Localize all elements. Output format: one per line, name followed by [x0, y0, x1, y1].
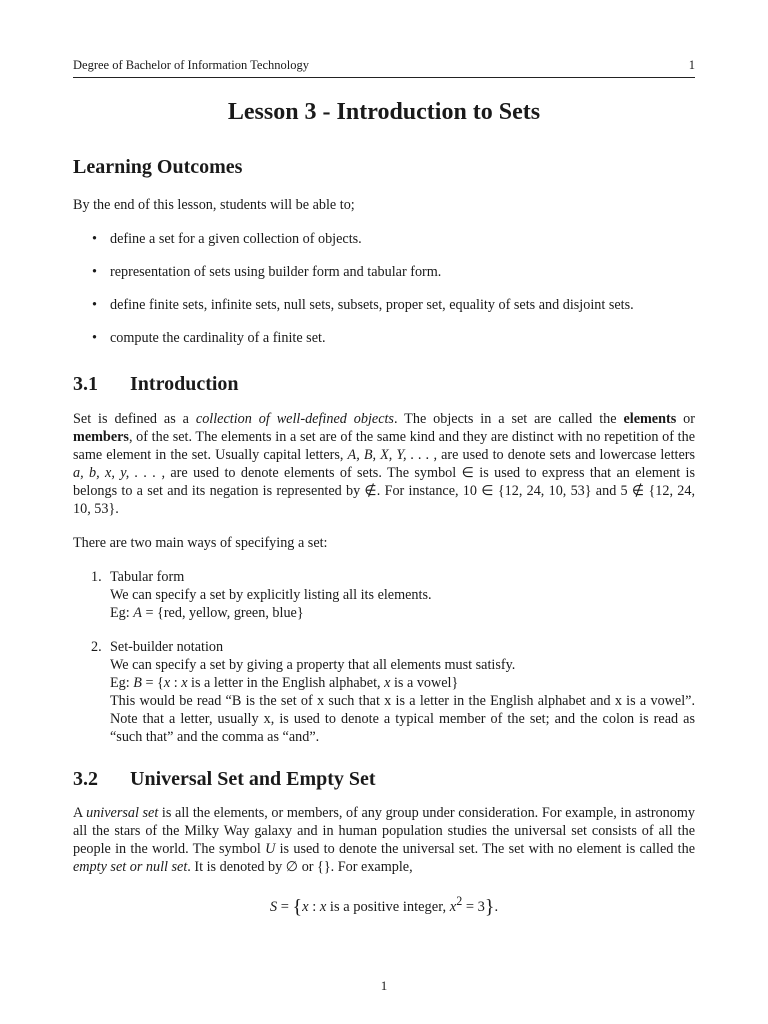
section-heading-universal-set: [73, 764, 695, 794]
text-run: .: [494, 898, 499, 915]
bullet-icon: •: [92, 330, 97, 346]
text-run: is a letter in the English alphabet,: [187, 675, 385, 691]
list-item-text: define finite sets, infinite sets, null sets, subsets, proper set, equality of sets and disjoint sets.: [110, 297, 634, 313]
math-variable: x: [181, 675, 188, 691]
list-item: [73, 568, 695, 622]
way-title: Tabular form: [110, 569, 185, 585]
bullet-icon: •: [92, 264, 97, 280]
math-variables: A, B, X, Y, . . . ,: [347, 447, 438, 463]
list-item: [73, 263, 695, 281]
section-title: Introduction: [130, 373, 239, 395]
text-run: are used to denote elements of sets. The symbol ∈ is used to express that an element is belongs to a set and its negation is represented by ∉. For instance, 10 ∈ {12, 24, 10, 53} and 5 ∉ {12, 24, 10, 53}.: [73, 465, 696, 517]
running-header-title: Degree of Bachelor of Information Technology: [73, 58, 309, 72]
section-number: 3.2: [73, 768, 98, 790]
list-item: [73, 296, 695, 314]
text-run: :: [170, 675, 182, 691]
document-page: [73, 0, 695, 1024]
close-brace: }: [484, 895, 495, 918]
lesson-title: Lesson 3 - Introduction to Sets: [227, 99, 541, 125]
math-variable: x: [302, 898, 309, 915]
text-run: is all the elements, or members, of any group under consideration. For example, in astronomy all the stars of the Milky Way galaxy and in human population studies the universal set consists of all the people in the world. The symbol: [73, 805, 695, 857]
superscript: 2: [456, 894, 463, 908]
page-number: 1: [380, 978, 388, 993]
ways-list: [73, 568, 695, 746]
way-description: We can specify a set by explicitly listing all its elements.: [110, 587, 432, 603]
bold-term: elements: [623, 411, 677, 427]
introduction-paragraph: [73, 410, 695, 518]
math-variable: x: [163, 675, 171, 691]
math-variable: x: [449, 898, 457, 915]
text-run: are used to denote sets and lowercase letters: [437, 447, 696, 463]
math-variable: x: [384, 675, 391, 691]
text-run: , of the set. The elements in a set are of the same kind and they are distinct with no repetition of the same element in the set. Usually capital letters,: [73, 429, 695, 463]
learning-outcomes-heading: Learning Outcomes: [73, 156, 243, 178]
learning-outcomes-list: [73, 230, 695, 347]
section-heading-introduction: [73, 369, 695, 399]
section-title: Universal Set and Empty Set: [130, 768, 376, 790]
emphasis-text: universal set: [86, 805, 159, 821]
list-item-text: define a set for a given collection of objects.: [110, 231, 362, 247]
open-brace: {: [292, 895, 303, 918]
text-run: . It is denoted by ∅ or {}. For example,: [187, 859, 413, 875]
bold-term: members: [73, 429, 129, 445]
math-variable: S: [269, 898, 278, 915]
text-run: is a positive integer,: [326, 898, 450, 915]
document-body: [73, 150, 695, 916]
text-run: Eg:: [110, 605, 134, 621]
universal-set-paragraph: [73, 804, 695, 876]
text-run: A: [73, 805, 87, 821]
list-item-text: representation of sets using builder form and tabular form.: [110, 264, 442, 280]
list-item-text: compute the cardinality of a finite set.: [110, 330, 326, 346]
text-run: = 3: [462, 898, 485, 915]
list-number: 2.: [91, 639, 102, 655]
list-item: [73, 329, 695, 347]
bullet-icon: •: [92, 231, 97, 247]
header-rule: [73, 77, 695, 78]
text-run: or: [676, 411, 695, 427]
section-number: 3.1: [73, 373, 98, 395]
math-variable: B: [133, 675, 142, 691]
text-run: . The objects in a set are called the: [393, 411, 624, 427]
way-title: Set-builder notation: [110, 639, 224, 655]
text-run: is a vowel}: [390, 675, 459, 691]
text-run: = {red, yellow, green, blue}: [141, 605, 304, 621]
math-variable: x: [319, 898, 327, 915]
text-run: Eg:: [110, 675, 134, 691]
ways-intro: There are two main ways of specifying a set:: [73, 535, 328, 551]
text-run: = {: [141, 675, 164, 691]
text-run: :: [308, 898, 320, 915]
list-item: [73, 638, 695, 746]
math-variables: a, b, x, y, . . . ,: [73, 465, 165, 481]
math-variable: U: [265, 841, 276, 857]
learning-outcomes-intro: By the end of this lesson, students will be able to;: [73, 197, 355, 213]
text-run: =: [277, 898, 293, 915]
running-header: [73, 56, 695, 74]
text-run: Set is defined as a: [73, 411, 196, 427]
way-example: [110, 674, 695, 692]
way-example: [110, 604, 695, 622]
emphasis-text: empty set or null set: [73, 859, 188, 875]
way-description: We can specify a set by giving a property that all elements must satisfy.: [110, 657, 516, 673]
list-item: [73, 230, 695, 248]
math-variable: A: [133, 605, 142, 621]
way-reading: This would be read “B is the set of x such that x is a letter in the English alphabet and x is a vowel”. Note that a letter, usually x, is used to denote a typical member of the set; and the colon is read as “such that” and the comma as “and”.: [110, 693, 695, 745]
running-header-page-number: 1: [688, 58, 695, 72]
bullet-icon: •: [92, 297, 97, 313]
display-equation: [73, 892, 695, 916]
list-number: 1.: [91, 569, 102, 585]
emphasis-text: collection of well-defined objects: [195, 411, 394, 427]
text-run: is used to denote the universal set. The set with no element is called the: [275, 841, 695, 857]
